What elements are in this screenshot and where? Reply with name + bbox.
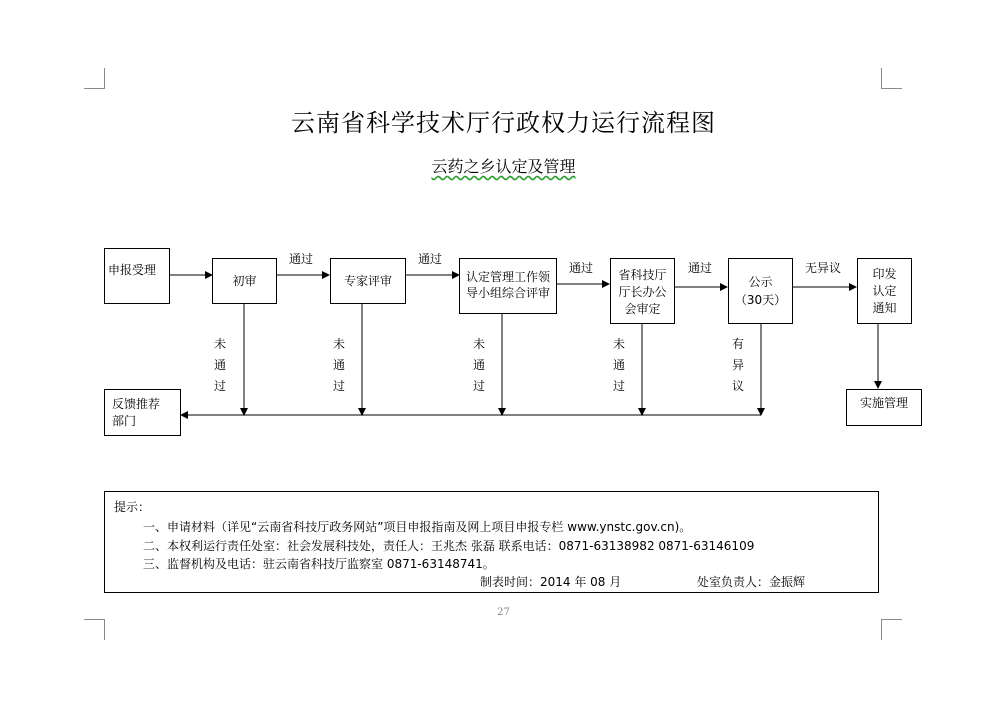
box-shenbao-label: 申报受理	[108, 263, 157, 277]
notes-heading: 提示：	[114, 500, 151, 514]
edge-label-weitongguo-4	[612, 334, 626, 397]
page-title: 云南省科学技术厅行政权力运行流程图	[291, 109, 716, 137]
edge-label-weitongguo-3	[472, 334, 486, 397]
box-fankui-line2: 部门	[112, 414, 137, 428]
notes-line-2: 二、本权利运行责任处室：社会发展科技处，责任人：王兆杰 张磊 联系电话：0871-63138982 0871-63146109	[143, 539, 755, 553]
notes-date: 制表时间：2014 年 08 月	[480, 575, 622, 589]
weitongguo-1-char3: 过	[213, 379, 226, 393]
box-rending-line1: 认定管理工作领	[465, 270, 550, 284]
edge-label-weitongguo-2	[332, 334, 346, 397]
box-chushen	[212, 258, 277, 304]
weitongguo-2-char1: 未	[332, 337, 345, 351]
edge-label-weitongguo-1	[213, 334, 227, 397]
box-fankui-line1: 反馈推荐	[112, 397, 161, 411]
weitongguo-2-char2: 通	[332, 358, 345, 372]
edge-label-tongguo-3: 通过	[569, 261, 594, 275]
box-yinfa-tongzhi	[857, 258, 912, 324]
edge-label-wuyiyi: 无异议	[805, 261, 842, 275]
box-tingzhang-line3: 会审定	[624, 302, 661, 316]
subtitle-text: 云药之乡认定及管理	[431, 157, 576, 176]
weitongguo-3-char2: 通	[472, 358, 485, 372]
box-tingzhang-shending	[610, 258, 675, 324]
weitongguo-4-char2: 通	[612, 358, 625, 372]
notes-responsible: 处室负责人：金振辉	[697, 575, 806, 589]
box-gongshi-line2: （30天）	[734, 293, 787, 307]
box-yinfa-line3: 通知	[872, 301, 897, 315]
box-yinfa-line1: 印发	[872, 267, 897, 281]
box-chushen-label: 初审	[232, 274, 257, 288]
box-tingzhang-line1: 省科技厅	[618, 268, 667, 282]
box-shishi-label: 实施管理	[859, 396, 908, 410]
youyiyi-char3: 议	[731, 379, 744, 393]
box-zhuanjia-pingshen	[330, 258, 406, 304]
youyiyi-char2: 异	[731, 358, 744, 372]
box-rending-pingshen	[459, 258, 557, 314]
weitongguo-4-char3: 过	[612, 379, 625, 393]
edge-label-tongguo-2: 通过	[418, 252, 443, 266]
box-shishi-guanli	[846, 389, 922, 426]
weitongguo-2-char3: 过	[332, 379, 345, 393]
box-zhuanjia-label: 专家评审	[343, 274, 392, 288]
edge-label-tongguo-1: 通过	[289, 252, 314, 266]
weitongguo-3-char3: 过	[472, 379, 485, 393]
box-gongshi	[728, 258, 793, 324]
page-number: 27	[497, 607, 510, 618]
notes-box	[104, 491, 879, 593]
box-fankui	[104, 389, 181, 436]
youyiyi-char1: 有	[731, 337, 744, 351]
notes-line-1: 一、申请材料（详见“云南省科技厅政务网站”项目申报指南及网上项目申报专栏 www.ynstc.gov.cn)。	[143, 520, 692, 534]
edge-label-tongguo-4: 通过	[688, 261, 713, 275]
box-rending-line2: 导小组综合评审	[465, 286, 550, 300]
notes-line-3: 三、监督机构及电话：驻云南省科技厅监察室 0871-63148741。	[143, 557, 495, 571]
box-yinfa-line2: 认定	[872, 284, 897, 298]
weitongguo-4-char1: 未	[612, 337, 625, 351]
box-tingzhang-line2: 厅长办公	[618, 285, 667, 299]
weitongguo-3-char1: 未	[472, 337, 485, 351]
box-gongshi-line1: 公示	[748, 275, 773, 289]
box-shenbao-shouli	[104, 248, 170, 304]
weitongguo-1-char1: 未	[213, 337, 226, 351]
edge-label-youyiyi	[731, 334, 745, 397]
weitongguo-1-char2: 通	[213, 358, 226, 372]
